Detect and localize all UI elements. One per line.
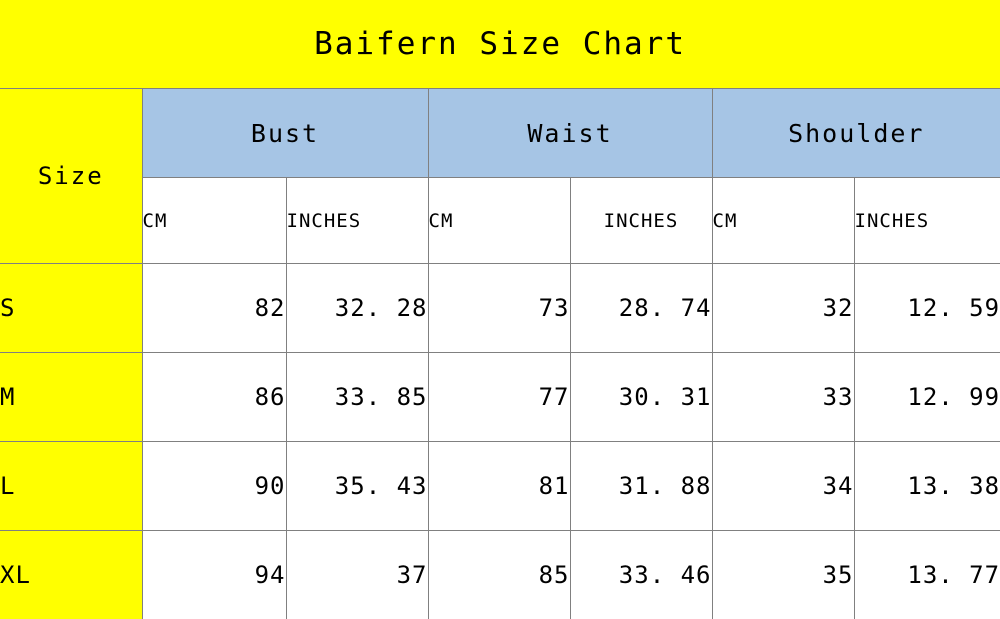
cell-xl-shoulder-inches: 13. 77: [854, 531, 1000, 619]
cell-xl-waist-inches: 33. 46: [570, 531, 712, 619]
cell-l-waist-inches: 31. 88: [570, 442, 712, 531]
unit-header-waist-inches: INCHES: [570, 178, 712, 264]
cell-m-shoulder-inches: 12. 99: [854, 353, 1000, 442]
row-label-l: L: [0, 442, 142, 531]
row-label-s: S: [0, 264, 142, 353]
cell-m-bust-cm: 86: [142, 353, 286, 442]
unit-header-waist-cm: CM: [428, 178, 570, 264]
unit-header-row: [0, 178, 1000, 264]
cell-l-waist-cm: 81: [428, 442, 570, 531]
cell-m-bust-inches: 33. 85: [286, 353, 428, 442]
cell-l-bust-cm: 90: [142, 442, 286, 531]
row-label-xl: XL: [0, 531, 142, 619]
cell-s-waist-cm: 73: [428, 264, 570, 353]
unit-header-shoulder-cm: CM: [712, 178, 854, 264]
group-header-bust: Bust: [142, 89, 428, 178]
cell-l-shoulder-cm: 34: [712, 442, 854, 531]
title-row: [0, 0, 1000, 89]
group-header-waist: Waist: [428, 89, 712, 178]
cell-l-shoulder-inches: 13. 38: [854, 442, 1000, 531]
unit-header-bust-cm: CM: [142, 178, 286, 264]
table-row: [0, 442, 1000, 531]
cell-m-shoulder-cm: 33: [712, 353, 854, 442]
cell-s-bust-inches: 32. 28: [286, 264, 428, 353]
cell-s-shoulder-cm: 32: [712, 264, 854, 353]
cell-l-bust-inches: 35. 43: [286, 442, 428, 531]
table-row: [0, 264, 1000, 353]
cell-xl-shoulder-cm: 35: [712, 531, 854, 619]
table-row: [0, 531, 1000, 619]
unit-header-shoulder-inches: INCHES: [854, 178, 1000, 264]
table-row: [0, 353, 1000, 442]
chart-title: Baifern Size Chart: [0, 0, 1000, 89]
cell-s-shoulder-inches: 12. 59: [854, 264, 1000, 353]
cell-s-bust-cm: 82: [142, 264, 286, 353]
unit-header-bust-inches: INCHES: [286, 178, 428, 264]
cell-s-waist-inches: 28. 74: [570, 264, 712, 353]
size-column-header: Size: [0, 89, 142, 264]
cell-xl-bust-cm: 94: [142, 531, 286, 619]
cell-m-waist-cm: 77: [428, 353, 570, 442]
row-label-m: M: [0, 353, 142, 442]
group-header-row: [0, 89, 1000, 178]
group-header-shoulder: Shoulder: [712, 89, 1000, 178]
cell-xl-bust-inches: 37: [286, 531, 428, 619]
cell-xl-waist-cm: 85: [428, 531, 570, 619]
cell-m-waist-inches: 30. 31: [570, 353, 712, 442]
